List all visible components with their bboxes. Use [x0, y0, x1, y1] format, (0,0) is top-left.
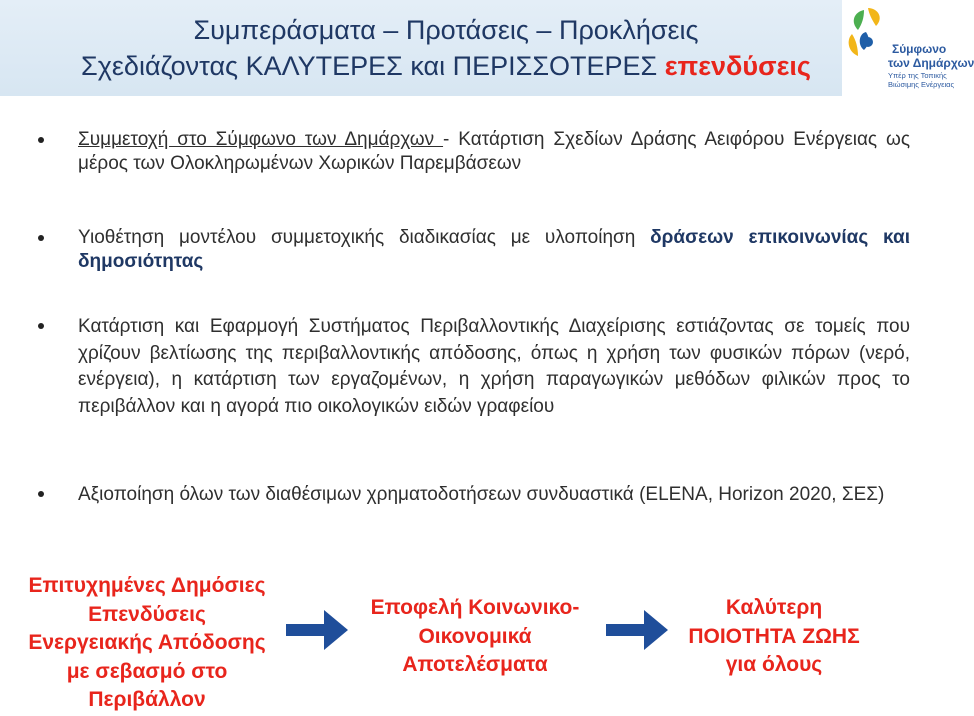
covenant-of-mayors-logo [842, 0, 974, 96]
flow-2-line-3: Αποτελέσματα [402, 653, 548, 676]
bullet-dot [38, 235, 44, 241]
bullet-2-bold: δράσεων επικοινωνίας και δημοσιότητας [78, 227, 910, 272]
bullet-text-4: Αξιοποίηση όλων των διαθέσιμων χρηματοδοτήσεων συνδυαστικά (ELENA, Horizon 2020, ΣΕΣ) [78, 484, 885, 505]
logo-text-line-4: Βιώσιμης Ενέργειας [888, 80, 955, 89]
bullet-2-text: Υιοθέτηση μοντέλου συμμετοχικής διαδικασίας με υλοποίηση [78, 227, 651, 248]
slide-title [56, 12, 836, 84]
bullet-1-underlined: Συμμετοχή στο Σύμφωνο των Δημάρχων [78, 129, 444, 150]
arrow-right-icon [284, 604, 350, 656]
bullet-text-1 [78, 128, 910, 176]
title-line-2-prefix: Σχεδιάζοντας ΚΑΛΥΤΕΡΕΣ και ΠΕΡΙΣΣΟΤΕΡΕΣ [81, 51, 665, 81]
logo-text-line-2: των Δημάρχων [888, 56, 974, 70]
flow-3-line-1: Καλύτερη [725, 596, 823, 619]
flow-3-line-2: ΠΟΙΟΤΗΤΑ ΖΩΗΣ [688, 624, 860, 648]
slide-header [0, 0, 974, 96]
title-highlight-word: επενδύσεις [664, 51, 811, 81]
logo-emblem-icon [844, 4, 892, 64]
bullet-dot [38, 491, 44, 497]
title-line-2 [56, 48, 836, 84]
logo-text-line-1: Σύμφωνο [892, 42, 947, 56]
bullet-text-3: Κατάρτιση και Εφαρμογή Συστήματος Περιβαλλοντικής Διαχείρισης εστιάζοντας σε τομείς που χρίζουν βελτίωσης της περιβαλλοντικής απόδοσης, όπως η χρήση των φυσικών πόρων (νερό, ενέργεια), η κατάρτιση των εργαζομένων, η χρήση παραγωγικών μεθόδων φιλικών προς το περιβάλλον και η αγορά πιο οικολογικών ειδών γραφείου [78, 316, 910, 417]
arrow-right-icon [604, 604, 670, 656]
flow-1-line-1: Επιτυχημένες Δημόσιες [28, 574, 266, 597]
flow-1-line-4: με σεβασμό στο [66, 659, 228, 683]
bullet-dot [38, 323, 44, 329]
flow-box-quality-of-life [684, 594, 864, 680]
bullet-1-rest: - Κατάρτιση Σχεδίων Δράσης Αειφόρου Ενέργειας ως μέρος των Ολοκληρωμένων Χωρικών Παρεμβάσεων [78, 129, 910, 174]
flow-1-line-3: Ενεργειακής Απόδοσης [28, 631, 266, 654]
bullet-dot [38, 137, 44, 143]
flow-1-line-5: Περιβάλλον [88, 688, 206, 711]
title-line-1: Συμπεράσματα – Προτάσεις – Προκλήσεις [193, 15, 699, 45]
logo-text-line-3: Υπέρ της Τοπικής [888, 71, 947, 80]
flow-1-line-2: Επενδύσεις [88, 602, 206, 626]
flow-2-line-2: Οικονομικά [418, 624, 532, 648]
flow-box-socioeconomic-results [360, 594, 590, 680]
flow-2-line-1: Εποφελή Κοινωνικο- [370, 596, 580, 619]
flow-box-public-investments [16, 572, 278, 715]
bullet-text-2 [78, 226, 910, 274]
flow-3-line-3: για όλους [725, 653, 823, 676]
